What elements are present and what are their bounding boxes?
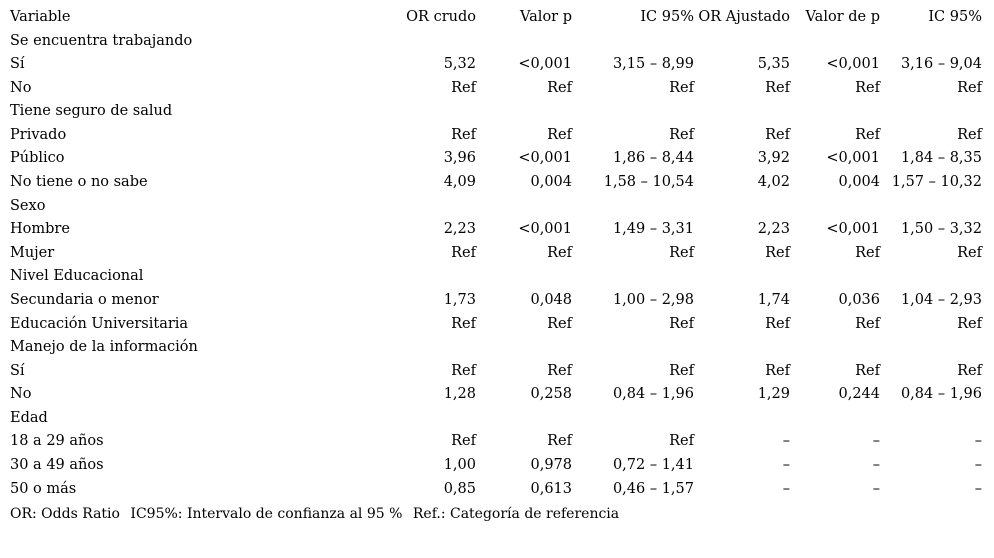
cell-ic95 [576, 195, 698, 219]
table-row [8, 147, 986, 171]
cell-ic95-ajustado: – [974, 456, 982, 473]
cell-valor-p: Ref [547, 315, 572, 332]
column-header-variable: Variable [10, 9, 71, 25]
cell-valor-p: <0,001 [518, 56, 572, 73]
cell-ic95-ajustado: 3,16 – 9,04 [900, 56, 982, 73]
cell-ic95 [576, 30, 698, 54]
cell-or-crudo: 2,23 [443, 221, 476, 238]
table-row [8, 218, 986, 242]
table-group-row [8, 30, 986, 54]
cell-ic95: 0,84 – 1,96 [612, 386, 694, 403]
table-row [8, 242, 986, 266]
variable-group-label: Se encuentra trabajando [10, 32, 193, 49]
cell-ic95-ajustado: 1,84 – 8,35 [900, 150, 982, 167]
column-header-valor-de-p: Valor de p [805, 9, 880, 25]
table-group-row [8, 265, 986, 289]
variable-group-label: Sexo [10, 197, 46, 214]
variable-category-label: 18 a 29 años [10, 433, 104, 450]
variable-category-label: Privado [10, 126, 67, 143]
table-group-row [8, 195, 986, 219]
cell-or-ajustado: Ref [765, 244, 790, 261]
table-row [8, 124, 986, 148]
cell-ic95-ajustado: – [974, 433, 982, 450]
cell-ic95-ajustado [884, 336, 986, 360]
cell-or-ajustado: 3,92 [757, 150, 790, 167]
cell-or-crudo: 3,96 [443, 150, 476, 167]
cell-ic95-ajustado [884, 407, 986, 431]
cell-valor-p: Ref [547, 79, 572, 96]
cell-ic95-ajustado [884, 100, 986, 124]
column-header-valor-p: Valor p [520, 9, 572, 25]
cell-ic95: Ref [669, 315, 694, 332]
column-header-ic95-ajustado: IC 95% [928, 9, 982, 25]
variable-category-label: Sí [10, 362, 25, 379]
cell-valor-de-p: 0,244 [838, 386, 880, 403]
table-row [8, 383, 986, 407]
table-row [8, 313, 986, 337]
cell-valor-de-p: Ref [855, 79, 880, 96]
table-group-row [8, 336, 986, 360]
table-row [8, 171, 986, 195]
cell-ic95 [576, 336, 698, 360]
cell-or-crudo: 4,09 [443, 174, 476, 191]
cell-or-ajustado: Ref [765, 79, 790, 96]
cell-or-ajustado: 2,23 [757, 221, 790, 238]
cell-valor-de-p: Ref [855, 362, 880, 379]
cell-ic95: 0,72 – 1,41 [612, 456, 694, 473]
cell-or-crudo [320, 265, 480, 289]
variable-group-label: Nivel Educacional [10, 268, 144, 285]
cell-ic95: Ref [669, 362, 694, 379]
cell-ic95-ajustado: Ref [957, 244, 982, 261]
cell-valor-de-p: <0,001 [826, 56, 880, 73]
table-row [8, 454, 986, 478]
cell-ic95-ajustado: Ref [957, 79, 982, 96]
variable-category-label: 50 o más [10, 480, 77, 497]
cell-or-ajustado: – [782, 433, 790, 450]
cell-valor-p: 0,004 [530, 174, 572, 191]
cell-ic95: Ref [669, 126, 694, 143]
cell-ic95-ajustado: Ref [957, 315, 982, 332]
cell-valor-de-p: 0,004 [838, 174, 880, 191]
cell-ic95 [576, 407, 698, 431]
cell-valor-p: 0,048 [530, 291, 572, 308]
cell-valor-de-p [794, 407, 884, 431]
cell-ic95: 0,46 – 1,57 [612, 480, 694, 497]
cell-ic95: 1,58 – 10,54 [603, 174, 694, 191]
cell-valor-de-p [794, 30, 884, 54]
column-header-or-ajustado: OR Ajustado [698, 9, 790, 25]
cell-ic95: 1,49 – 3,31 [612, 221, 694, 238]
footnote-ic95: IC95%: Intervalo de confianza al 95 % [130, 506, 403, 523]
cell-or-crudo [320, 100, 480, 124]
table-row [8, 478, 986, 502]
cell-valor-de-p [794, 195, 884, 219]
cell-valor-de-p: Ref [855, 126, 880, 143]
variable-category-label: Hombre [10, 221, 70, 238]
cell-valor-de-p [794, 336, 884, 360]
regression-results-table [8, 6, 986, 501]
cell-or-crudo [320, 336, 480, 360]
cell-or-ajustado: 5,35 [757, 56, 790, 73]
variable-category-label: No tiene o no sabe [10, 174, 148, 191]
cell-or-ajustado [698, 336, 794, 360]
variable-category-label: No [10, 386, 32, 403]
cell-valor-p: 0,258 [530, 386, 572, 403]
table-group-row [8, 100, 986, 124]
cell-or-ajustado [698, 195, 794, 219]
cell-valor-p: 0,978 [530, 456, 572, 473]
cell-ic95-ajustado [884, 265, 986, 289]
table-group-row [8, 407, 986, 431]
cell-valor-p [480, 336, 576, 360]
column-header-or-crudo: OR crudo [406, 9, 476, 25]
cell-valor-p [480, 100, 576, 124]
cell-valor-de-p [794, 265, 884, 289]
cell-ic95: Ref [669, 79, 694, 96]
cell-or-crudo: 0,85 [443, 480, 476, 497]
cell-valor-p: Ref [547, 126, 572, 143]
cell-or-ajustado: Ref [765, 315, 790, 332]
cell-ic95-ajustado [884, 195, 986, 219]
cell-or-crudo [320, 195, 480, 219]
cell-ic95: 1,86 – 8,44 [612, 150, 694, 167]
cell-or-ajustado: Ref [765, 126, 790, 143]
cell-or-ajustado: – [782, 480, 790, 497]
cell-ic95-ajustado: Ref [957, 362, 982, 379]
cell-valor-de-p: Ref [855, 315, 880, 332]
cell-or-ajustado: 4,02 [757, 174, 790, 191]
table-footnote [8, 505, 986, 525]
cell-valor-p [480, 30, 576, 54]
cell-or-ajustado: 1,74 [757, 291, 790, 308]
cell-valor-p [480, 195, 576, 219]
cell-valor-de-p: Ref [855, 244, 880, 261]
cell-valor-p: Ref [547, 433, 572, 450]
cell-ic95: Ref [669, 244, 694, 261]
cell-valor-p: 0,613 [530, 480, 572, 497]
cell-ic95-ajustado: 1,04 – 2,93 [900, 291, 982, 308]
footnote-ref: Ref.: Categoría de referencia [412, 506, 620, 523]
cell-valor-de-p: – [872, 480, 880, 497]
cell-ic95 [576, 265, 698, 289]
cell-valor-p: <0,001 [518, 150, 572, 167]
table-row [8, 53, 986, 77]
table-row [8, 430, 986, 454]
cell-valor-p: Ref [547, 244, 572, 261]
cell-valor-de-p: 0,036 [838, 291, 880, 308]
cell-or-crudo [320, 30, 480, 54]
cell-or-crudo: Ref [451, 79, 476, 96]
variable-category-label: 30 a 49 años [10, 456, 104, 473]
column-header-ic95: IC 95% [640, 9, 694, 25]
cell-or-ajustado [698, 30, 794, 54]
cell-or-crudo: Ref [451, 126, 476, 143]
variable-category-label: No [10, 79, 32, 96]
table-row [8, 360, 986, 384]
cell-valor-de-p: <0,001 [826, 150, 880, 167]
cell-or-crudo: 5,32 [443, 56, 476, 73]
cell-or-crudo: 1,73 [443, 291, 476, 308]
cell-ic95-ajustado: 0,84 – 1,96 [900, 386, 982, 403]
cell-or-crudo: 1,28 [443, 386, 476, 403]
variable-group-label: Tiene seguro de salud [10, 103, 173, 120]
cell-valor-de-p: – [872, 456, 880, 473]
cell-or-crudo: Ref [451, 362, 476, 379]
cell-ic95: Ref [669, 433, 694, 450]
cell-or-ajustado [698, 265, 794, 289]
cell-or-crudo: Ref [451, 315, 476, 332]
cell-valor-de-p: <0,001 [826, 221, 880, 238]
cell-or-ajustado [698, 100, 794, 124]
cell-ic95-ajustado: 1,57 – 10,32 [891, 174, 982, 191]
variable-category-label: Secundaria o menor [10, 291, 159, 308]
table-row [8, 77, 986, 101]
cell-ic95: 1,00 – 2,98 [612, 291, 694, 308]
cell-or-ajustado [698, 407, 794, 431]
table-header-row [8, 6, 986, 30]
cell-or-ajustado: Ref [765, 362, 790, 379]
variable-category-label: Público [10, 150, 65, 167]
cell-or-crudo [320, 407, 480, 431]
cell-valor-de-p [794, 100, 884, 124]
table-row [8, 289, 986, 313]
cell-ic95-ajustado [884, 30, 986, 54]
cell-valor-p: Ref [547, 362, 572, 379]
cell-valor-p [480, 265, 576, 289]
cell-valor-p: <0,001 [518, 221, 572, 238]
table-body [8, 30, 986, 502]
cell-or-crudo: 1,00 [443, 456, 476, 473]
cell-valor-p [480, 407, 576, 431]
cell-valor-de-p: – [872, 433, 880, 450]
cell-or-crudo: Ref [451, 433, 476, 450]
cell-ic95-ajustado: 1,50 – 3,32 [900, 221, 982, 238]
cell-ic95 [576, 100, 698, 124]
variable-category-label: Sí [10, 56, 25, 73]
table-head [8, 6, 986, 30]
cell-ic95-ajustado: Ref [957, 126, 982, 143]
cell-ic95-ajustado: – [974, 480, 982, 497]
cell-or-ajustado: 1,29 [757, 386, 790, 403]
variable-group-label: Manejo de la información [10, 339, 198, 356]
footnote-or: OR: Odds Ratio [10, 506, 120, 523]
variable-category-label: Educación Universitaria [10, 315, 189, 332]
variable-category-label: Mujer [10, 244, 55, 261]
cell-or-ajustado: – [782, 456, 790, 473]
cell-ic95: 3,15 – 8,99 [612, 56, 694, 73]
cell-or-crudo: Ref [451, 244, 476, 261]
variable-group-label: Edad [10, 409, 48, 426]
